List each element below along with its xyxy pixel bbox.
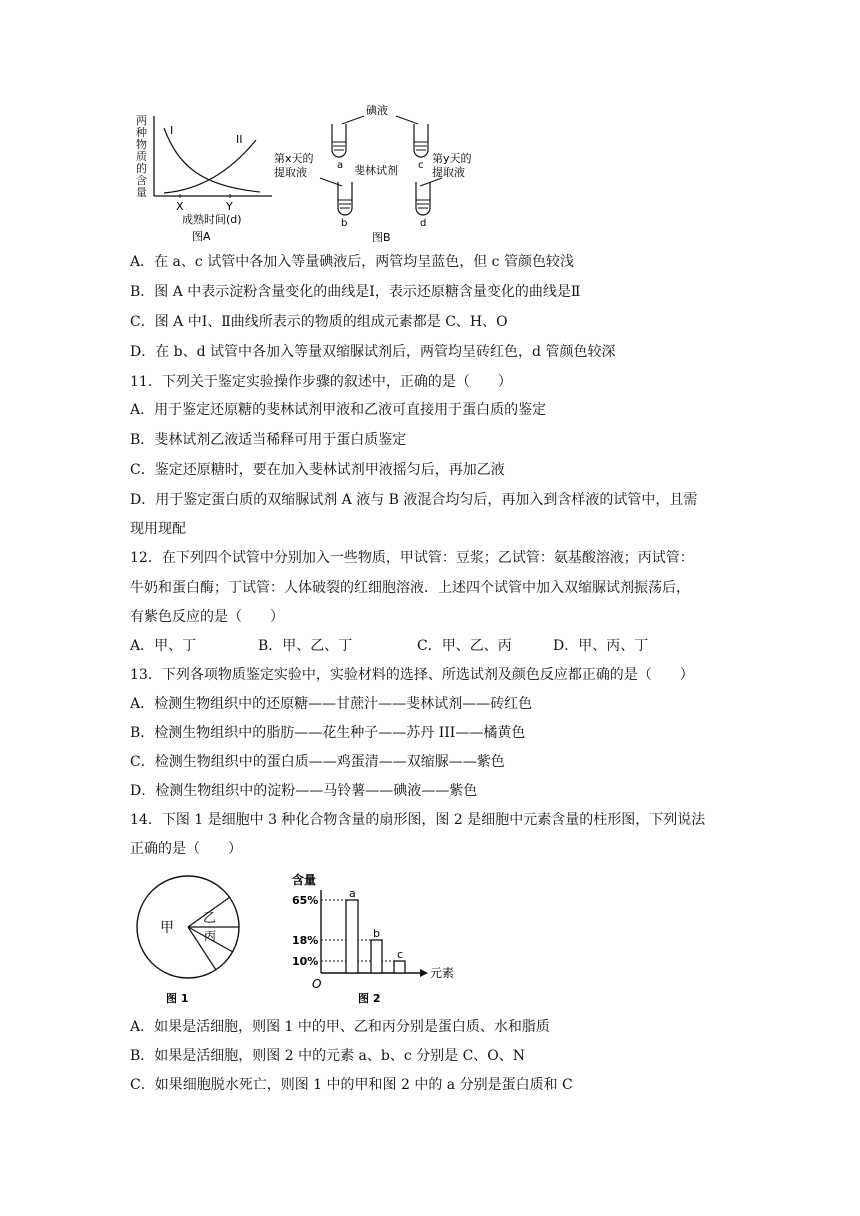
- tube-a: [332, 124, 346, 171]
- svg-text:b: b: [341, 218, 348, 229]
- figure-b-caption: 图B: [372, 231, 391, 244]
- q13-option-a: A．检测生物组织中的还原糖——甘蔗汁——斐林试剂——砖红色: [130, 696, 533, 712]
- bar-b: [371, 940, 382, 973]
- left-extract-label-1: 第x天的: [274, 152, 314, 165]
- fig2-origin: O: [312, 977, 322, 991]
- curve-i: [164, 128, 260, 192]
- fig2-ylabel: 含量: [292, 873, 317, 887]
- curve-i-label: I: [170, 124, 174, 137]
- q13-option-d: D．检测生物组织中的淀粉——马铃薯——碘液——紫色: [130, 783, 478, 799]
- q12-options: [130, 636, 730, 656]
- bar-c: [394, 961, 405, 973]
- bar-c-label: c: [397, 948, 404, 961]
- tube-c: [414, 124, 428, 171]
- ylabel-char: 量: [136, 186, 147, 199]
- pie-label-yi: 乙: [203, 911, 217, 926]
- ylabel-char: 两: [136, 114, 147, 127]
- q13-stem: 13．下列各项物质鉴定实验中，实验材料的选择、所选试剂及颜色反应都正确的是（ ）: [130, 667, 694, 683]
- ylabel-char: 含: [136, 174, 147, 187]
- q11-stem: 11．下列关于鉴定实验操作步骤的叙述中，正确的是（ ）: [130, 374, 512, 390]
- q14-stem-1: 14．下图 1 是细胞中 3 种化合物含量的扇形图，图 2 是细胞中元素含量的柱形图，下列说法: [130, 812, 706, 828]
- right-extract-label-1: 第y天的: [432, 152, 472, 165]
- iodine-label: 碘液: [366, 104, 388, 117]
- right-extract-label-2: 提取液: [432, 166, 465, 179]
- figure-b: [272, 102, 502, 245]
- bar-b-label: b: [373, 927, 380, 940]
- ylabel-char: 物: [136, 138, 147, 151]
- q13-option-b: B．检测生物组织中的脂肪——花生种子——苏丹 III——橘黄色: [130, 725, 526, 741]
- q11-option-a: A．用于鉴定还原糖的斐林试剂甲液和乙液可直接用于蛋白质的鉴定: [130, 402, 547, 418]
- tick-10: 10%: [292, 955, 319, 968]
- q12-option-c: C．甲、乙、丙: [417, 638, 512, 654]
- figure-a-xlabel: 成熟时间(d): [182, 213, 242, 226]
- q13-option-c: C．检测生物组织中的蛋白质——鸡蛋清——双缩脲——紫色: [130, 754, 505, 770]
- figure-1-caption: 图 1: [166, 992, 189, 1005]
- q14-option-c: C．如果细胞脱水死亡，则图 1 中的甲和图 2 中的 a 分别是蛋白质和 C: [130, 1077, 573, 1093]
- ylabel-char: 质: [136, 150, 147, 163]
- q11-option-d: D．用于鉴定蛋白质的双缩脲试剂 A 液与 B 液混合均匀后，再加入到含样液的试管中，且需: [130, 492, 698, 508]
- q12-stem-1: 12．在下列四个试管中分别加入一些物质，甲试管：豆浆；乙试管：氨基酸溶液；丙试管：: [130, 550, 694, 566]
- tube-b: [338, 182, 352, 229]
- pie-label-jia: 甲: [160, 920, 174, 936]
- pie-label-bing: 丙: [204, 929, 217, 943]
- curve-ii-label: II: [236, 133, 243, 146]
- q12-stem-3: 有紫色反应的是（ ）: [130, 609, 284, 625]
- tick-18: 18%: [292, 934, 319, 947]
- q10-option-b: B．图 A 中表示淀粉含量变化的曲线是Ⅰ，表示还原糖含量变化的曲线是Ⅱ: [130, 284, 581, 300]
- ylabel-char: 种: [136, 126, 147, 139]
- fig2-xlabel: 元素: [430, 966, 455, 980]
- q14-stem-2: 正确的是（ ）: [130, 841, 242, 857]
- q10-option-c: C．图 A 中Ⅰ、Ⅱ曲线所表示的物质的组成元素都是 C、H、O: [130, 314, 508, 330]
- q11-option-c: C．鉴定还原糖时，要在加入斐林试剂甲液摇匀后，再加乙液: [130, 462, 505, 478]
- q11-option-b: B．斐林试剂乙液适当稀释可用于蛋白质鉴定: [130, 432, 407, 448]
- tick-x: X: [176, 200, 184, 213]
- q12-option-d: D．甲、丙、丁: [553, 638, 649, 654]
- q12-option-b: B．甲、乙、丁: [258, 638, 353, 654]
- ylabel-char: 的: [136, 162, 147, 175]
- figure-1-pie: [130, 870, 250, 1010]
- q11-option-d-cont: 现用现配: [130, 521, 186, 537]
- q10-option-d: D．在 b、d 试管中各加入等量双缩脲试剂后，两管均呈砖红色，d 管颜色较深: [130, 344, 616, 360]
- q10-option-a: A．在 a、c 试管中各加入等量碘液后，两管均呈蓝色，但 c 管颜色较浅: [130, 254, 574, 270]
- svg-text:c: c: [418, 160, 424, 171]
- q12-option-a: A．甲、丁: [130, 638, 197, 654]
- q12-stem-2: 牛奶和蛋白酶；丁试管：人体破裂的红细胞溶液．上述四个试管中加入双缩脲试剂振荡后，: [130, 580, 690, 596]
- svg-text:a: a: [337, 160, 344, 171]
- figure-2-bar-chart: [282, 870, 462, 1010]
- bar-a: [346, 900, 358, 973]
- figure-a-ylabel: [136, 114, 147, 199]
- tick-y: Y: [226, 200, 233, 213]
- svg-text:d: d: [420, 218, 427, 229]
- curve-ii: [164, 140, 256, 193]
- q14-option-a: A．如果是活细胞，则图 1 中的甲、乙和丙分别是蛋白质、水和脂质: [130, 1019, 550, 1035]
- bar-a-label: a: [349, 887, 356, 900]
- left-extract-label-2: 提取液: [274, 166, 307, 179]
- fehling-label: 斐林试剂: [354, 164, 398, 177]
- figure-a-caption: 图A: [192, 230, 211, 243]
- figure-2-caption: 图 2: [358, 992, 381, 1005]
- tick-65: 65%: [292, 894, 319, 907]
- figure-a: [130, 110, 280, 245]
- tube-d: [416, 182, 430, 229]
- q14-option-b: B．如果是活细胞，则图 2 中的元素 a、b、c 分别是 C、O、N: [130, 1048, 526, 1064]
